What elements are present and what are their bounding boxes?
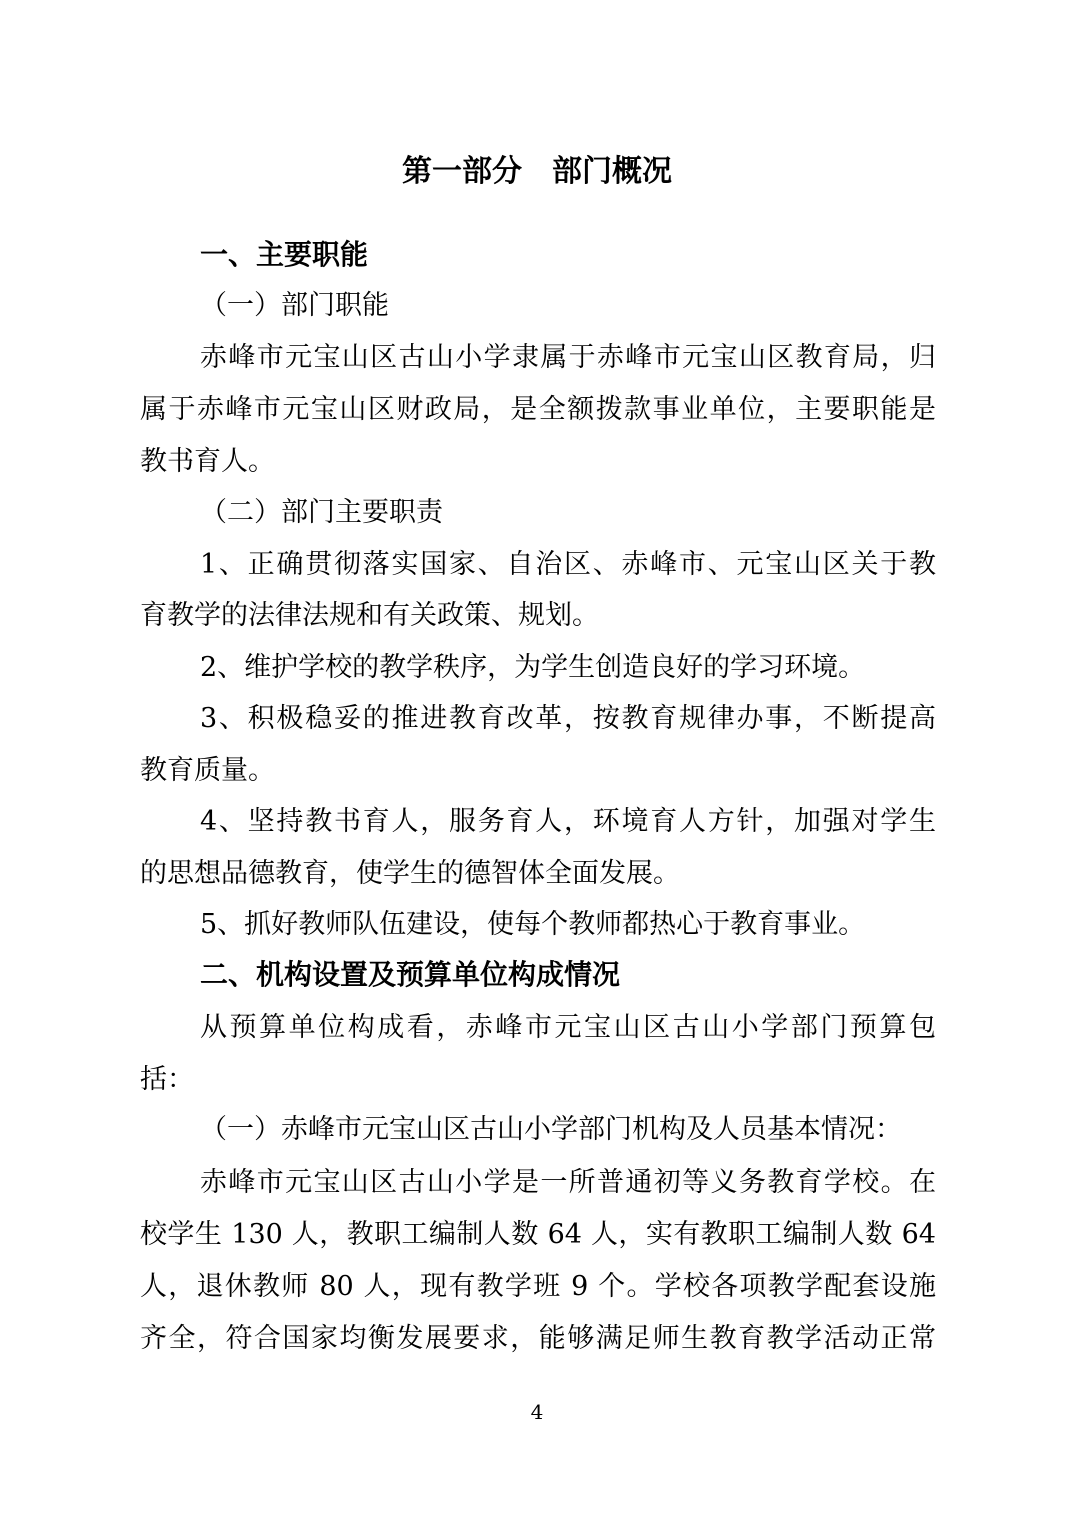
list-item-line: 1、正确贯彻落实国家、自治区、赤峰市、元宝山区关于教 <box>200 549 936 580</box>
list-item: 5、抓好教师队伍建设，使每个教师都热心于教育事业。 <box>200 909 866 940</box>
paragraph-line: 齐全，符合国家均衡发展要求，能够满足师生教育教学活动正常 <box>140 1323 936 1354</box>
paragraph-line: 从预算单位构成看，赤峰市元宝山区古山小学部门预算包 <box>200 1012 936 1043</box>
subheading-department-functions: （一）部门职能 <box>200 290 389 321</box>
page-title: 第一部分 部门概况 <box>402 154 672 189</box>
paragraph-line: 人，退休教师 80 人，现有教学班 9 个。学校各项教学配套设施 <box>140 1271 936 1302</box>
paragraph-line: 括： <box>140 1064 194 1095</box>
paragraph-line: 校学生 130 人，教职工编制人数 64 人，实有教职工编制人数 64 <box>140 1219 936 1250</box>
list-item-line: 教育质量。 <box>140 755 275 786</box>
paragraph-line: 赤峰市元宝山区古山小学隶属于赤峰市元宝山区教育局，归 <box>200 342 936 373</box>
list-item-line: 的思想品德教育，使学生的德智体全面发展。 <box>140 858 680 889</box>
list-item: 2、维护学校的教学秩序，为学生创造良好的学习环境。 <box>200 652 866 683</box>
paragraph-line: 属于赤峰市元宝山区财政局，是全额拨款事业单位，主要职能是 <box>140 394 936 425</box>
list-item-line: 4、坚持教书育人，服务育人，环境育人方针，加强对学生 <box>200 806 936 837</box>
paragraph-line: 教书育人。 <box>140 446 275 477</box>
list-item-line: 育教学的法律法规和有关政策、规划。 <box>140 600 599 631</box>
list-item-line: 3、积极稳妥的推进教育改革，按教育规律办事，不断提高 <box>200 703 936 734</box>
subheading-organization-staff: （一）赤峰市元宝山区古山小学部门机构及人员基本情况： <box>200 1114 902 1145</box>
paragraph-line: 赤峰市元宝山区古山小学是一所普通初等义务教育学校。在 <box>200 1167 936 1198</box>
page-number: 4 <box>530 1400 544 1424</box>
subheading-main-duties: （二）部门主要职责 <box>200 497 443 528</box>
section-heading-main-functions: 一、主要职能 <box>200 238 369 271</box>
section-heading-organization: 二、机构设置及预算单位构成情况 <box>200 958 621 991</box>
